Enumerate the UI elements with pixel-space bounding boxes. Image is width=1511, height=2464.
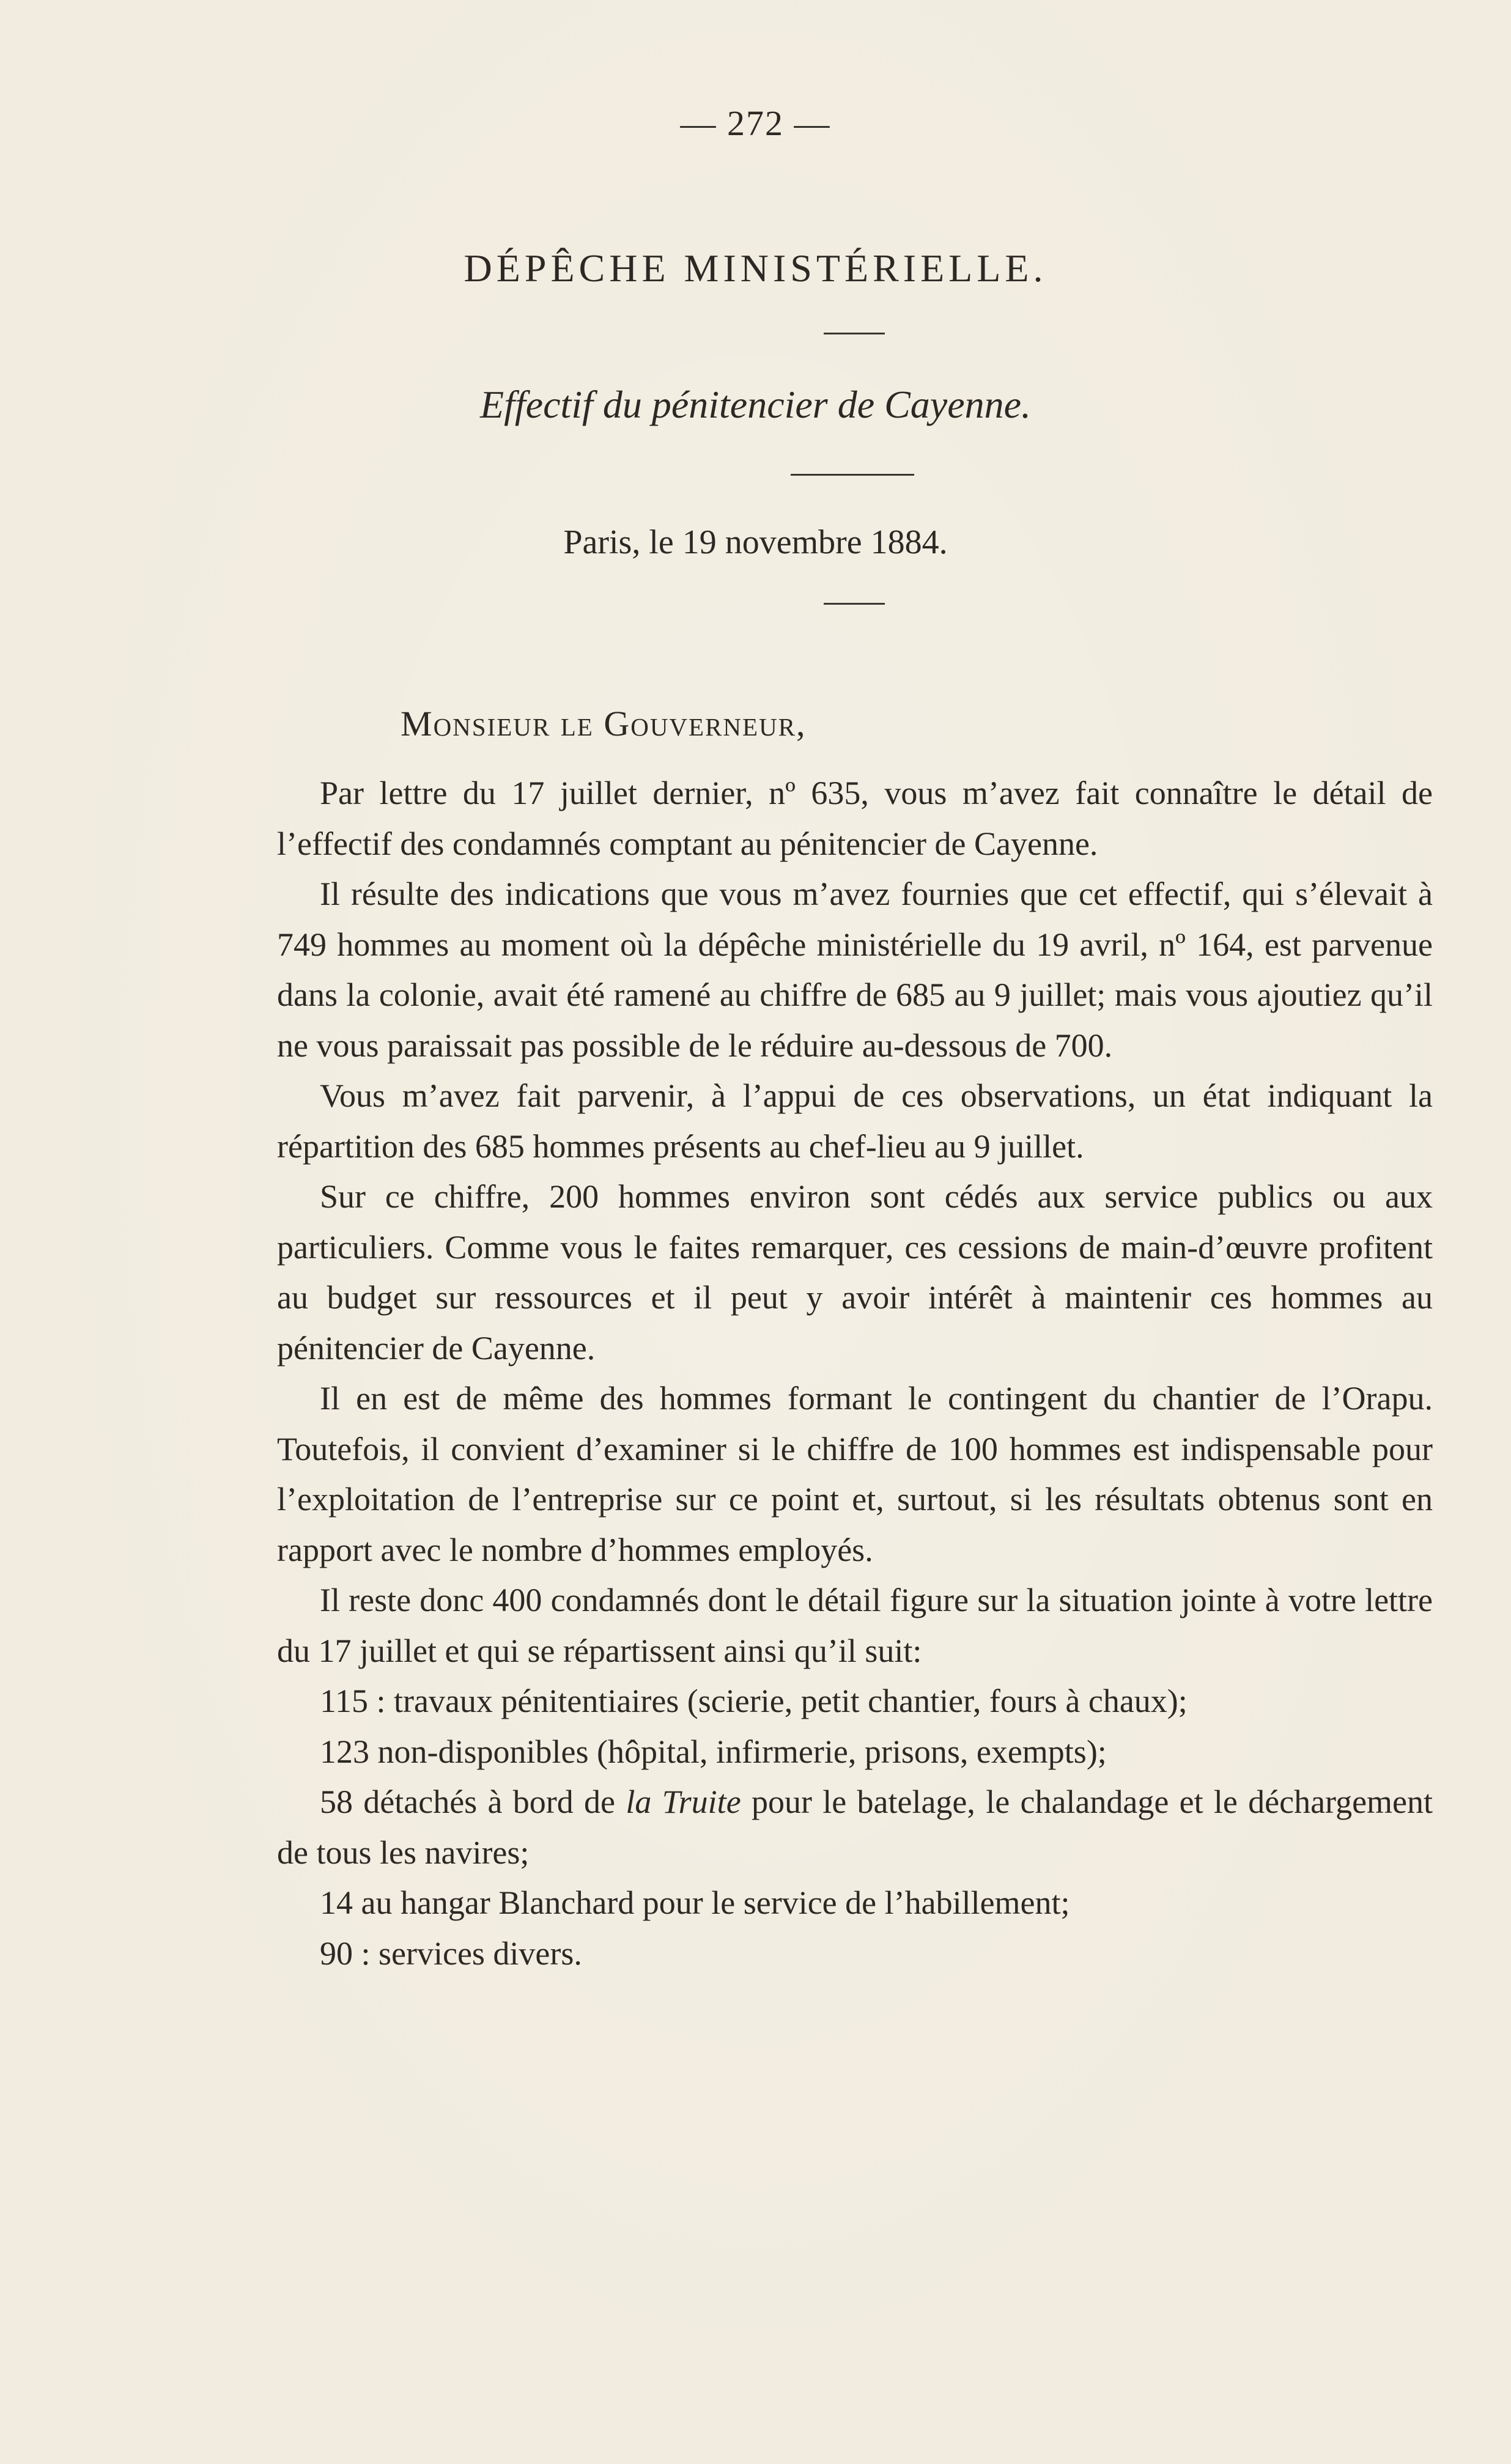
dispatch-title: DÉPÊCHE MINISTÉRIELLE. xyxy=(464,246,1047,290)
list-item: 123 non-disponibles (hôpital, infirmerie, prisons, exempts); xyxy=(320,1733,1107,1770)
vessel-name: la Truite xyxy=(626,1783,741,1820)
paragraph: Par lettre du 17 juillet dernier, nº 635, vous m’avez fait connaître le détail de l’effectif des condamnés comptant au pénitencier de Cayenne. xyxy=(277,775,1433,862)
list-item-text: pour le batelage, le chalandage et le déchargement de tous les navires; xyxy=(277,1783,1433,1871)
dateline: Paris, le 19 novembre 1884. xyxy=(563,523,948,561)
separator-rule xyxy=(824,333,885,334)
page-number: — 272 — xyxy=(680,103,831,143)
list-item: 90 : services divers. xyxy=(320,1935,582,1972)
paragraph: Il résulte des indications que vous m’avez fournies que cet effectif, qui s’élevait à 749 hommes au moment où la dépêche ministérielle du 19 avril, nº 164, est parvenue dans la colonie, avait été ramené au chiffre de 685 au 9 juillet; mais vous ajoutiez qu’il ne vous paraissait pas possible de le réduire au-dessous de 700. xyxy=(277,876,1433,1064)
list-item: 14 au hangar Blanchard pour le service de l’habillement; xyxy=(320,1884,1070,1921)
paragraph: Il en est de même des hommes formant le contingent du chantier de l’Orapu. Toutefois, il convient d’examiner si le chiffre de 100 hommes est indispensable pour l’exploitation de l’entreprise sur ce point et, surtout, si les résultats obtenus sont en rapport avec le nombre d’hommes employés. xyxy=(277,1380,1433,1568)
paragraph: Il reste donc 400 condamnés dont le détail figure sur la situation jointe à votre lettre du 17 juillet et qui se répartissent ainsi qu’il suit: xyxy=(277,1582,1433,1669)
dispatch-subject: Effectif du pénitencier de Cayenne. xyxy=(480,383,1031,426)
list-item: 115 : travaux pénitentiaires (scierie, petit chantier, fours à chaux); xyxy=(320,1683,1188,1719)
list-item-text: 58 détachés à bord de xyxy=(320,1783,626,1820)
paragraph: Vous m’avez fait parvenir, à l’appui de ces observations, un état indiquant la répartition des 685 hommes présents au chef-lieu au 9 juillet. xyxy=(277,1077,1433,1165)
paragraph: Sur ce chiffre, 200 hommes environ sont cédés aux service publics ou aux particuliers. Comme vous le faites remarquer, ces cessions de main-d’œuvre profitent au budget sur ressources et il peut y avoir intérêt à maintenir ces hommes au pénitencier de Cayenne. xyxy=(277,1178,1433,1367)
letter-body xyxy=(277,768,1433,1979)
separator-rule xyxy=(824,603,885,605)
salutation: Monsieur le Gouverneur, xyxy=(401,704,807,743)
list-item xyxy=(277,1777,1433,1878)
separator-rule xyxy=(791,474,914,476)
